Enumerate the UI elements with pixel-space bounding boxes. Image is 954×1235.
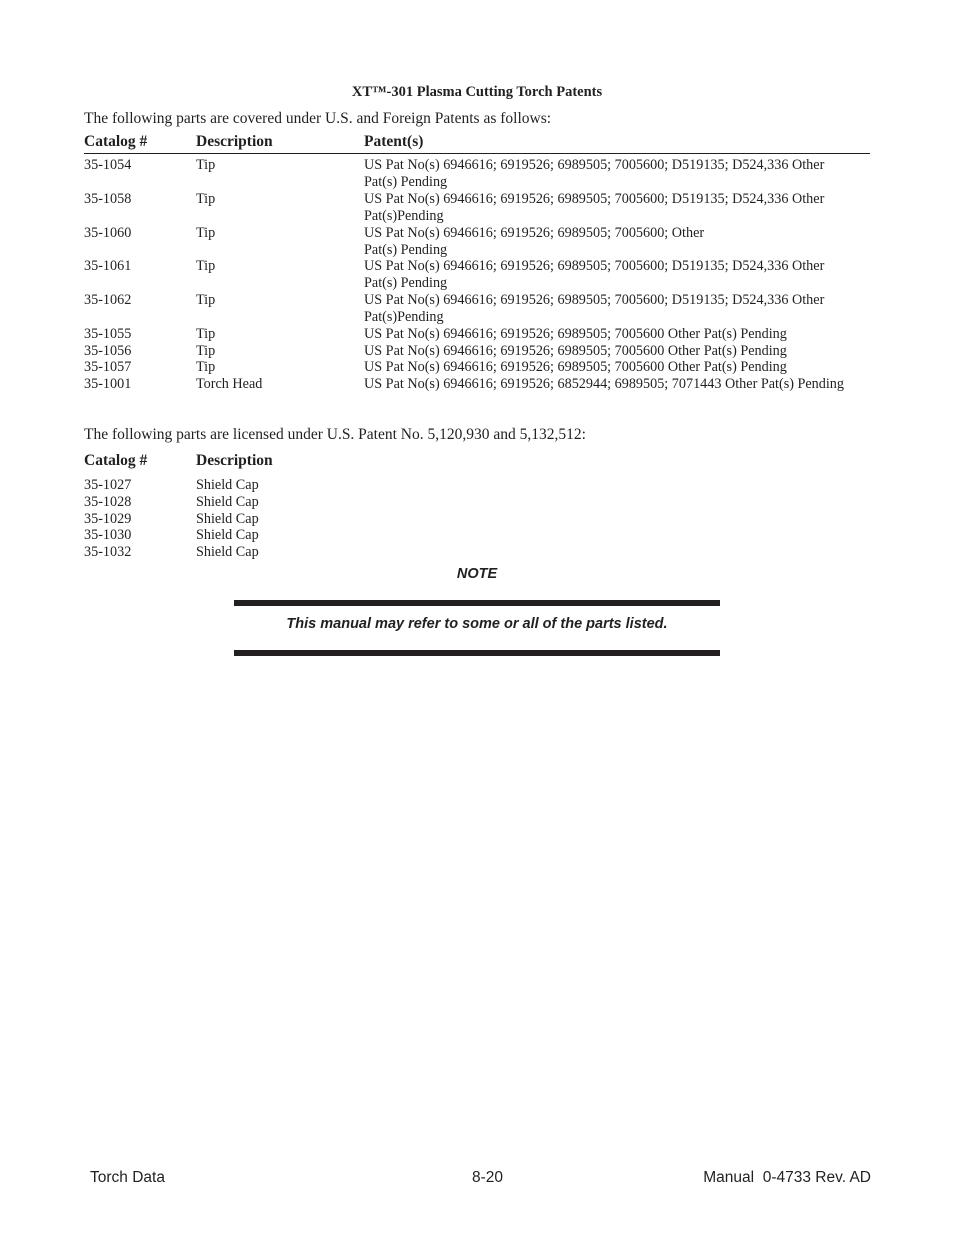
patent-text [364, 225, 874, 259]
patent-line: US Pat No(s) 6946616; 6919526; 6989505; 7005600; D519135; D524,336 Other [364, 292, 825, 308]
part-description: Tip [196, 326, 216, 342]
catalog-number: 35-1061 [84, 258, 132, 274]
patent-line: US Pat No(s) 6946616; 6919526; 6989505; 7005600; D519135; D524,336 Other [364, 157, 825, 173]
patent-text [364, 157, 874, 191]
patent-line: US Pat No(s) 6946616; 6919526; 6852944; 6989505; 7071443 Other Pat(s) Pending [364, 376, 844, 392]
patent-text [364, 258, 874, 292]
patent-text [364, 326, 874, 343]
part-description: Shield Cap [196, 511, 259, 527]
patent-line: US Pat No(s) 6946616; 6919526; 6989505; 7005600 Other Pat(s) Pending [364, 359, 787, 375]
patent-text [364, 376, 874, 393]
part-description: Shield Cap [196, 544, 259, 560]
catalog-number: 35-1062 [84, 292, 132, 308]
patent-line: Pat(s) Pending [364, 173, 448, 190]
part-description: Shield Cap [196, 477, 259, 493]
patent-line: Pat(s)Pending [364, 207, 444, 224]
part-description: Tip [196, 359, 216, 375]
catalog-number: 35-1027 [84, 477, 132, 493]
patent-line: US Pat No(s) 6946616; 6919526; 6989505; 7005600 Other Pat(s) Pending [364, 343, 787, 359]
license-intro: The following parts are licensed under U.S. Patent No. 5,120,930 and 5,132,512: [84, 426, 586, 443]
catalog-number: 35-1055 [84, 326, 132, 342]
patent-line: US Pat No(s) 6946616; 6919526; 6989505; 7005600; Other [364, 225, 705, 241]
part-description: Shield Cap [196, 494, 259, 510]
part-description: Tip [196, 258, 216, 274]
part-description: Tip [196, 225, 216, 241]
header-rule [84, 153, 870, 154]
footer-manual-id: Manual 0-4733 Rev. AD [703, 1169, 871, 1186]
header-patents: Patent(s) [364, 133, 424, 150]
header-description: Description [196, 452, 273, 469]
catalog-number: 35-1029 [84, 511, 132, 527]
part-description: Tip [196, 343, 216, 359]
catalog-number: 35-1056 [84, 343, 132, 359]
patent-text [364, 191, 874, 225]
catalog-number: 35-1028 [84, 494, 132, 510]
page-title: XT™-301 Plasma Cutting Torch Patents [351, 84, 603, 100]
patent-line: US Pat No(s) 6946616; 6919526; 6989505; 7005600; D519135; D524,336 Other [364, 258, 825, 274]
patent-text [364, 359, 874, 376]
footer-section: Torch Data [90, 1169, 165, 1186]
note-text: This manual may refer to some or all of the parts listed. [286, 616, 668, 632]
catalog-number: 35-1030 [84, 527, 132, 543]
patent-text [364, 343, 874, 360]
header-description: Description [196, 133, 273, 150]
patent-line: US Pat No(s) 6946616; 6919526; 6989505; 7005600 Other Pat(s) Pending [364, 326, 787, 342]
catalog-number: 35-1032 [84, 544, 132, 560]
note-top-bar [234, 600, 720, 606]
patent-line: US Pat No(s) 6946616; 6919526; 6989505; 7005600; D519135; D524,336 Other [364, 191, 825, 207]
patent-line: Pat(s) Pending [364, 241, 448, 258]
patents-intro: The following parts are covered under U.S. and Foreign Patents as follows: [84, 110, 552, 127]
header-catalog: Catalog # [84, 133, 148, 150]
part-description: Tip [196, 157, 216, 173]
part-description: Tip [196, 191, 216, 207]
part-description: Shield Cap [196, 527, 259, 543]
patent-text [364, 292, 874, 326]
note-label: NOTE [456, 566, 498, 582]
catalog-number: 35-1057 [84, 359, 132, 375]
catalog-number: 35-1001 [84, 376, 132, 392]
catalog-number: 35-1054 [84, 157, 132, 173]
catalog-number: 35-1060 [84, 225, 132, 241]
patent-line: Pat(s)Pending [364, 308, 444, 325]
note-bottom-bar [234, 650, 720, 656]
footer-page-number: 8-20 [472, 1169, 504, 1186]
header-catalog: Catalog # [84, 452, 148, 469]
catalog-number: 35-1058 [84, 191, 132, 207]
part-description: Tip [196, 292, 216, 308]
part-description: Torch Head [196, 376, 263, 392]
patent-line: Pat(s) Pending [364, 274, 448, 291]
